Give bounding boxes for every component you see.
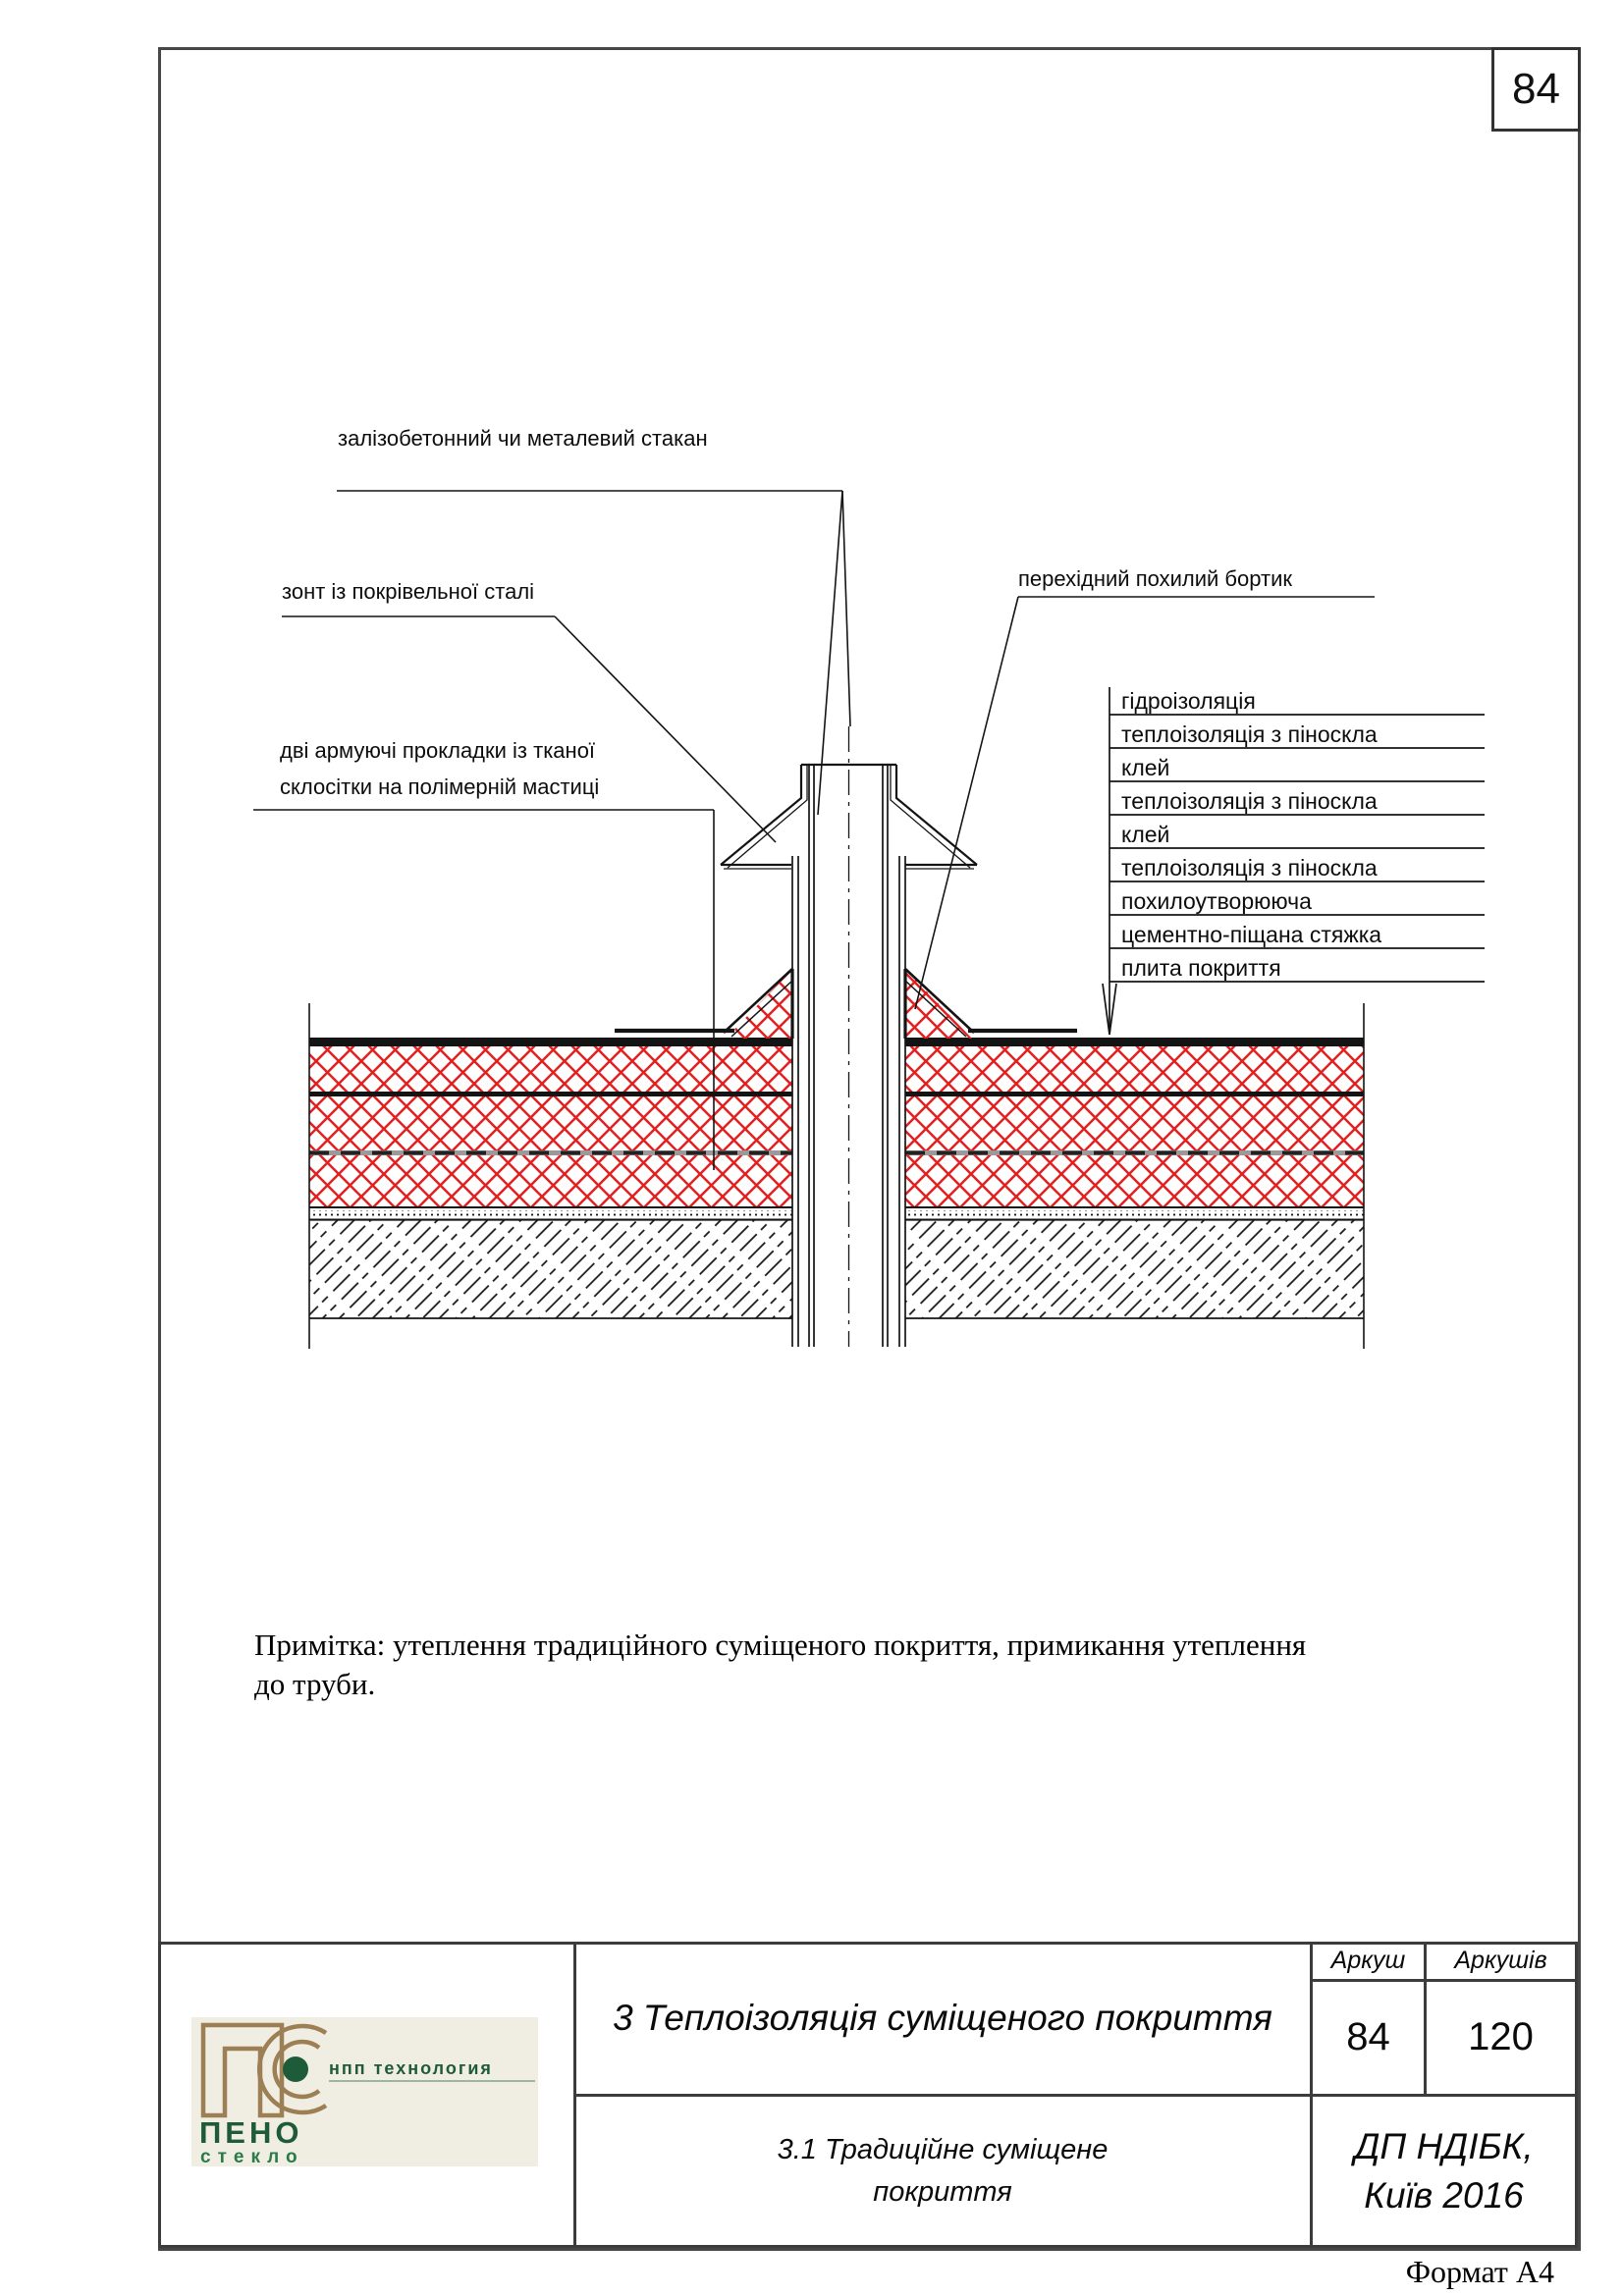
sheets-header: Аркушів (1454, 1947, 1547, 1974)
layer-label: гідроізоляція (1121, 688, 1256, 714)
bortyk-label: перехідний похилий бортик (1018, 566, 1292, 591)
note-line1: Примітка: утеплення традиційного суміщеного покриття, примикання утеплення (254, 1628, 1307, 1662)
layer-label: теплоізоляція з піноскла (1121, 788, 1378, 814)
page-number: 84 (1512, 65, 1560, 113)
logo-text-brand2: стекло (200, 2147, 304, 2167)
armature-label-line1: дві армуючі прокладки із тканої (280, 738, 596, 763)
company-logo (191, 2017, 538, 2166)
armature-label-line2: склосітки на полімерній мастиці (280, 774, 600, 799)
zont-label: зонт із покрівельної сталі (282, 579, 535, 604)
section-subtitle-line2: покриття (873, 2175, 1012, 2208)
layer-label: теплоізоляція з піноскла (1121, 855, 1378, 881)
note-line2: до труби. (254, 1667, 376, 1701)
logo-underline (329, 2080, 535, 2082)
format-label: Формат А4 (1405, 2254, 1554, 2289)
organization-cell (1313, 2097, 1575, 2245)
sheet-number: 84 (1346, 2014, 1390, 2058)
organization-line2: Київ 2016 (1364, 2174, 1524, 2216)
section-subtitle (577, 2097, 1308, 2245)
layer-label: похилоутворююча (1121, 888, 1312, 914)
section-subtitle-line1: 3.1 Традиційне суміщене (777, 2133, 1109, 2165)
sheets-total: 120 (1468, 2014, 1534, 2058)
layer-label: теплоізоляція з піноскла (1121, 721, 1378, 747)
stakan-label: залізобетонний чи металевий стакан (338, 426, 708, 451)
chapter-title: 3 Теплоізоляція суміщеного покриття (613, 1998, 1272, 2038)
logo-text-brand: ПЕНО (199, 2115, 303, 2150)
organization-line1: ДП НДІБК, (1354, 2125, 1534, 2166)
layer-label: цементно-піщана стяжка (1121, 922, 1382, 947)
layer-label: клей (1121, 755, 1170, 780)
sheet-header: Аркуш (1330, 1947, 1406, 1974)
roof-layers-left (309, 1038, 792, 1318)
layer-label: плита покриття (1121, 955, 1281, 981)
logo-text-top: нпп технология (329, 2058, 493, 2078)
transition-wedge-right (905, 969, 1077, 1039)
roof-layers-right (905, 1038, 1364, 1318)
layer-label: клей (1121, 822, 1170, 847)
transition-wedge-left (615, 969, 792, 1039)
